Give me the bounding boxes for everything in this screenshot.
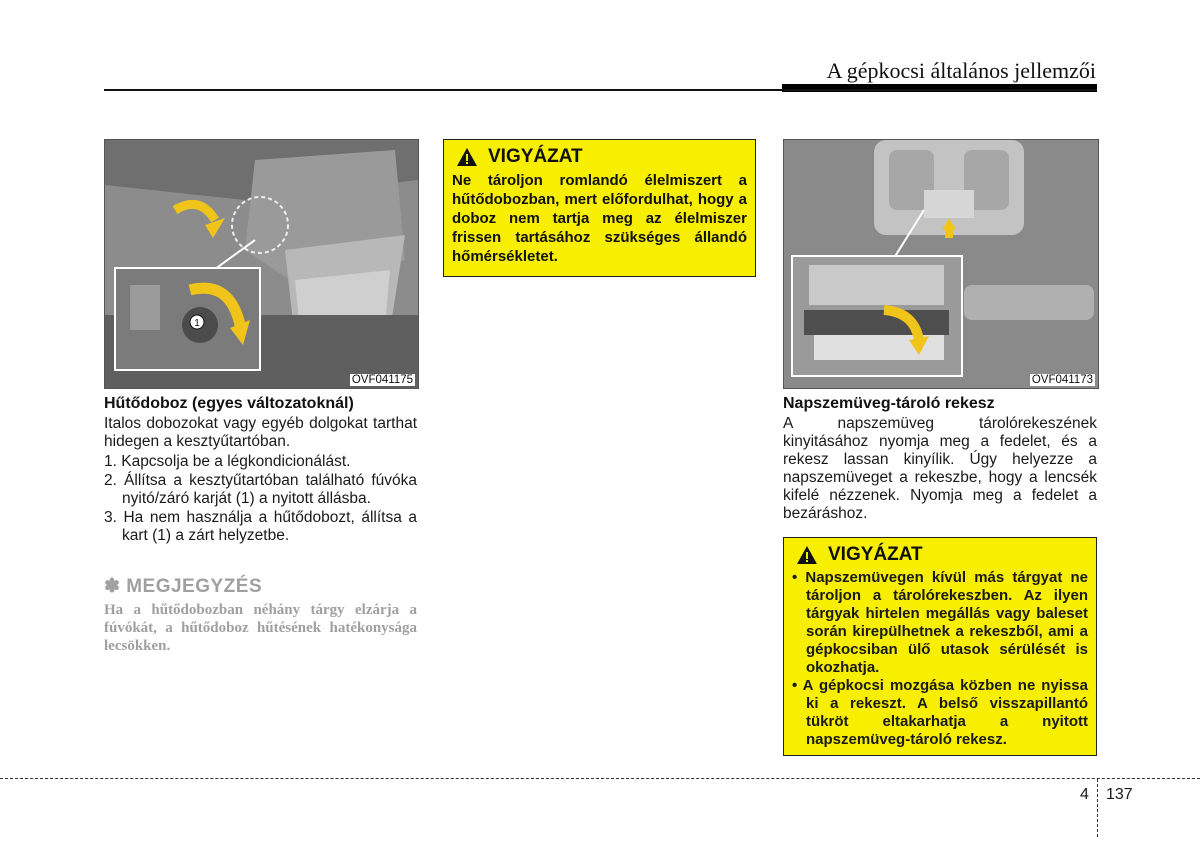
- section-heading: Napszemüveg-tároló rekesz: [783, 395, 995, 412]
- column-sunglass-holder: [783, 139, 1097, 756]
- step-item: 2. Állítsa a kesztyűtartóban található fúvóka nyitó/záró karját (1) a nyitott állásba.: [104, 472, 417, 507]
- chapter-number: 4: [1080, 786, 1089, 803]
- warning-box: [443, 139, 756, 277]
- glovebox-illustration: [105, 140, 418, 388]
- page-number: 137: [1106, 786, 1133, 803]
- steps-list: [104, 453, 417, 545]
- warning-triangle-icon: [456, 147, 478, 167]
- column-cooling-box: [104, 139, 417, 655]
- warning-title: VIGYÁZAT: [828, 544, 923, 565]
- warning-triangle-icon: [796, 545, 818, 565]
- footer-dashed-rule: [0, 778, 1200, 779]
- warning-item: • Napszemüvegen kívül más tárgyat ne tároljon a tárolórekeszben. Az ilyen tárgyak hirtelen megállás vagy baleset során kirepülhetnek a rekeszből, ami a gépkocsiban ülő utasok sérülését is okozhatja.: [792, 569, 1088, 676]
- warning-box: [783, 537, 1097, 756]
- warning-title: VIGYÁZAT: [488, 146, 583, 167]
- warning-list: [792, 569, 1088, 749]
- intro-text: Italos dobozokat vagy egyéb dolgokat tarthat hidegen a kesztyűtartóban.: [104, 415, 417, 450]
- overhead-console-illustration: [784, 140, 1098, 388]
- body-text: A napszemüveg tárolórekeszének kinyitásához nyomja meg a fedelet, és a rekesz lassan kinyílik. Úgy helyezze a napszemüveget a rekeszbe, hogy a lencsék kifelé nézzenek. Nyomja meg a fedelet a bezáráshoz.: [783, 415, 1097, 522]
- step-item: 3. Ha nem használja a hűtődobozt, állítsa a kart (1) a zárt helyzetbe.: [104, 509, 417, 544]
- step-item: 1. Kapcsolja be a légkondicionálást.: [104, 453, 351, 470]
- photo-code: OVF041175: [351, 374, 413, 386]
- note-body: Ha a hűtődobozban néhány tárgy elzárja a fúvókát, a hűtődoboz hűtésének hatékonysága lecsökken.: [104, 602, 417, 654]
- warning-text: Ne tároljon romlandó élelmiszert a hűtődobozban, mert előfordulhat, hogy a doboz nem tartja meg az élelmiszer frissen tartásához szükséges állandó hőmérsékletet.: [452, 172, 747, 265]
- sunglass-holder-photo: [783, 139, 1099, 389]
- note-title: ✽ MEGJEGYZÉS: [104, 576, 263, 597]
- section-heading: Hűtődoboz (egyes változatoknál): [104, 395, 354, 412]
- column-warning: [443, 139, 756, 277]
- page-header-title: A gépkocsi általános jellemzői: [826, 58, 1096, 83]
- cooling-box-photo: [104, 139, 419, 389]
- photo-code: OVF041173: [1031, 374, 1093, 386]
- warning-item: • A gépkocsi mozgása közben ne nyissa ki a rekeszt. A belső visszapillantó tükröt eltakarhatja a nyitott napszemüveg-tároló rekesz.: [792, 677, 1088, 748]
- header-rule: [104, 89, 1097, 91]
- callout-number: 1: [194, 318, 200, 329]
- footer-vertical-rule: [1097, 779, 1098, 837]
